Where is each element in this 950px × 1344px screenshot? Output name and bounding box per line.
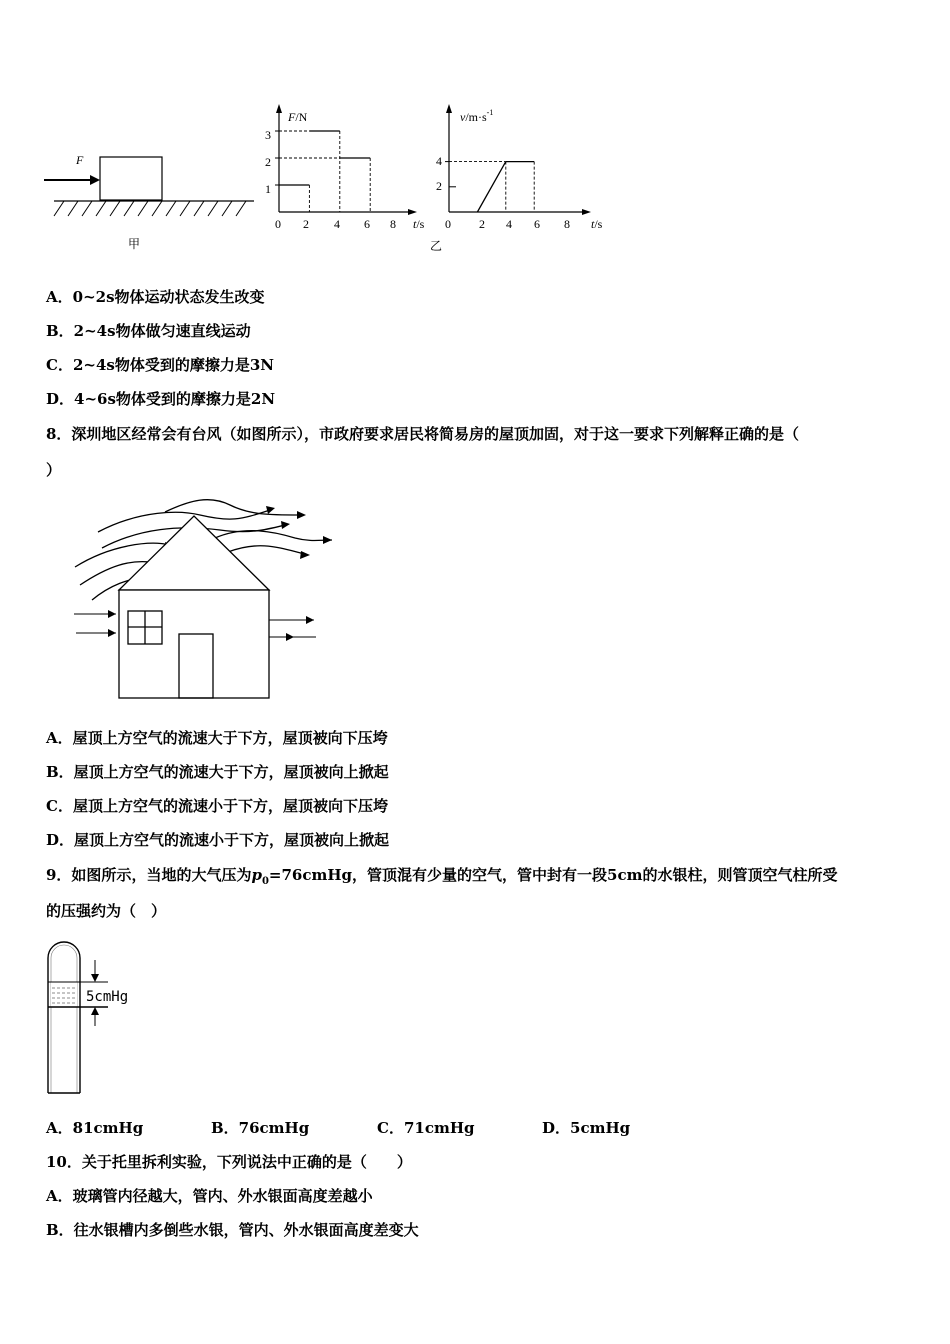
velocity-x-tick-4: 4 [506,217,512,231]
force-x-tick-4: 4 [334,217,340,231]
velocity-y-tick-2: 2 [436,179,442,193]
q10-option-b: B．往水银槽内多倒些水银，管内、外水银面高度差变大 [46,1221,419,1239]
q9-option-b: B．76cmHg [211,1119,310,1137]
velocity-x-tick-0: 0 [445,217,451,231]
velocity-x-axis-label: t/s [591,217,603,231]
force-y-axis-arrow [276,104,282,113]
force-x-tick-6: 6 [364,217,370,231]
figure-jia [40,140,270,260]
house-roof [119,516,269,590]
q7-option-c: C．2~4s物体受到的摩擦力是3N [46,356,274,374]
q9-pressure-symbol: p [251,866,262,884]
q9-option-a: A．81cmHg [46,1119,144,1137]
force-y-tick-1: 1 [265,182,271,196]
velocity-y-axis-arrow [446,104,452,113]
q8-option-b: B．屋顶上方空气的流速大于下方，屋顶被向上掀起 [46,763,389,781]
q8-option-a: A．屋顶上方空气的流速大于下方，屋顶被向下压垮 [46,729,388,747]
q9-stem-part2: =76cmHg，管顶混有少量的空气，管中封有一段5cm的水银柱，则管顶空气柱所受 [268,866,838,884]
q10-option-a: A．玻璃管内径越大，管内、外水银面高度差越小 [46,1187,373,1205]
velocity-graph-marks [445,162,534,212]
force-label: F [76,153,84,167]
q9-pressure-subscript: 0 [261,876,269,887]
velocity-x-tick-2: 2 [479,217,485,231]
force-x-tick-8: 8 [390,217,396,231]
caption-jia: 甲 [128,237,141,251]
force-x-axis-label: t/s [413,217,425,231]
q9-stem-line1 [46,864,837,887]
force-arrow-head [90,175,100,185]
velocity-x-tick-6: 6 [534,217,540,231]
force-x-axis-arrow [408,209,417,215]
velocity-y-tick-4: 4 [436,154,442,168]
velocity-segment-1 [477,162,505,212]
caption-yi: 乙 [430,239,443,253]
force-y-tick-2: 2 [265,155,271,169]
q7-option-a: A．0~2s物体运动状态发生改变 [46,288,265,306]
q9-option-d: D．5cmHg [542,1119,631,1137]
tube-outline [48,942,80,1093]
figure-glass-tube [40,938,150,1098]
q9-stem-line2: 的压强约为（ ） [46,902,167,920]
force-x-tick-0: 0 [275,217,281,231]
velocity-x-axis-arrow [582,209,591,215]
dimension-arrowhead-bottom [91,1007,99,1015]
q7-option-b: B．2~4s物体做匀速直线运动 [46,322,251,340]
q8-stem-line1: 8．深圳地区经常会有台风（如图所示），市政府要求居民将简易房的屋顶加固，对于这一要求下列解释正确的是（ [46,425,799,443]
tube-inner-wall [51,945,77,1093]
q10-stem: 10．关于托里拆利实验，下列说法中正确的是（ ） [46,1153,412,1171]
q8-option-c: C．屋顶上方空气的流速小于下方，屋顶被向下压垮 [46,797,388,815]
force-graph-marks [275,131,370,212]
force-time-graph [256,100,436,240]
q9-option-c: C．71cmHg [377,1119,475,1137]
q8-option-d: D．屋顶上方空气的流速小于下方，屋顶被向上掀起 [46,831,390,849]
q7-option-d: D．4~6s物体受到的摩擦力是2N [46,390,276,408]
figure-house-typhoon [70,490,330,705]
tube-length-label: 5cmHg [86,989,129,1005]
force-y-tick-3: 3 [265,128,271,142]
block [100,157,162,200]
dimension-arrowhead-top [91,974,99,982]
velocity-x-tick-8: 8 [564,217,570,231]
force-y-axis-label: F/N [288,110,308,124]
velocity-y-axis-label: $v/m\cdot s^{-1}$ [460,108,494,124]
velocity-time-graph [428,100,618,255]
q9-stem-part1: 9．如图所示，当地的大气压为 [46,866,252,884]
ground-hatch [54,201,246,216]
force-x-tick-2: 2 [303,217,309,231]
q8-stem-line2: ） [46,461,62,479]
